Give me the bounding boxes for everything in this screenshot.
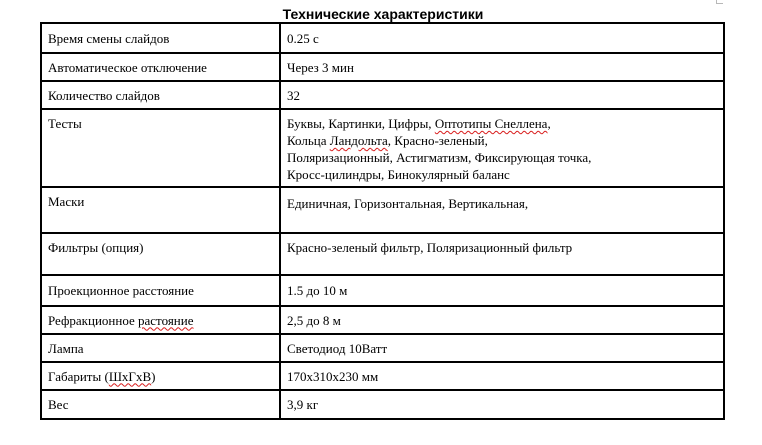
spec-value-line: Кросс-цилиндры, Бинокулярный баланс xyxy=(287,167,510,182)
table-row xyxy=(41,109,724,187)
spec-label: Габариты (ШхГхВ) xyxy=(41,362,280,390)
spec-label: Рефракционное растояние xyxy=(41,306,280,334)
table-row xyxy=(41,23,724,53)
spec-label: Проекционное расстояние xyxy=(41,275,280,306)
page-corner-marker xyxy=(716,0,723,4)
spec-value-line: Поляризационный, Астигматизм, Фиксирующая точка, xyxy=(287,150,592,165)
table-row xyxy=(41,275,724,306)
table-row xyxy=(41,187,724,233)
spec-label: Автоматическое отключение xyxy=(41,53,280,81)
table-row xyxy=(41,306,724,334)
spec-label: Вес xyxy=(41,390,280,419)
spec-label: Фильтры (опция) xyxy=(41,233,280,275)
spec-label: Маски xyxy=(41,187,280,233)
spec-value: 170х310х230 мм xyxy=(280,362,724,390)
spec-value: 2,5 до 8 м xyxy=(280,306,724,334)
table-row xyxy=(41,233,724,275)
table-row xyxy=(41,334,724,362)
spec-value: Светодиод 10Ватт xyxy=(280,334,724,362)
spec-label: Лампа xyxy=(41,334,280,362)
table-row xyxy=(41,362,724,390)
spec-value: Через 3 мин xyxy=(280,53,724,81)
spec-value-line: Кольца Ландольта, Красно-зеленый, xyxy=(287,133,488,148)
spec-label: Тесты xyxy=(41,109,280,187)
spec-value: Красно-зеленый фильтр, Поляризационный фильтр xyxy=(280,233,724,275)
spec-value: 1.5 до 10 м xyxy=(280,275,724,306)
page-title: Технические характеристики xyxy=(282,6,484,22)
table-row xyxy=(41,81,724,109)
spellcheck-flagged-text: ШхГхВ xyxy=(108,368,152,384)
spec-value: 3,9 кг xyxy=(280,390,724,419)
spellcheck-flagged-text: Ландольта xyxy=(329,133,388,148)
spec-value-multiline xyxy=(280,109,724,187)
spellcheck-flagged-text: растояние xyxy=(138,312,194,328)
spec-value: 32 xyxy=(280,81,724,109)
spec-value-line: Буквы, Картинки, Цифры, Оптотипы Снеллена, xyxy=(287,116,551,131)
table-row xyxy=(41,53,724,81)
specifications-table xyxy=(40,22,725,420)
spec-value: Единичная, Горизонтальная, Вертикальная, xyxy=(280,187,724,233)
spec-value: 0.25 с xyxy=(280,23,724,53)
spellcheck-flagged-text: Оптотипы Снеллена xyxy=(434,116,548,131)
table-row xyxy=(41,390,724,419)
spec-label: Время смены слайдов xyxy=(41,23,280,53)
spec-label: Количество слайдов xyxy=(41,81,280,109)
